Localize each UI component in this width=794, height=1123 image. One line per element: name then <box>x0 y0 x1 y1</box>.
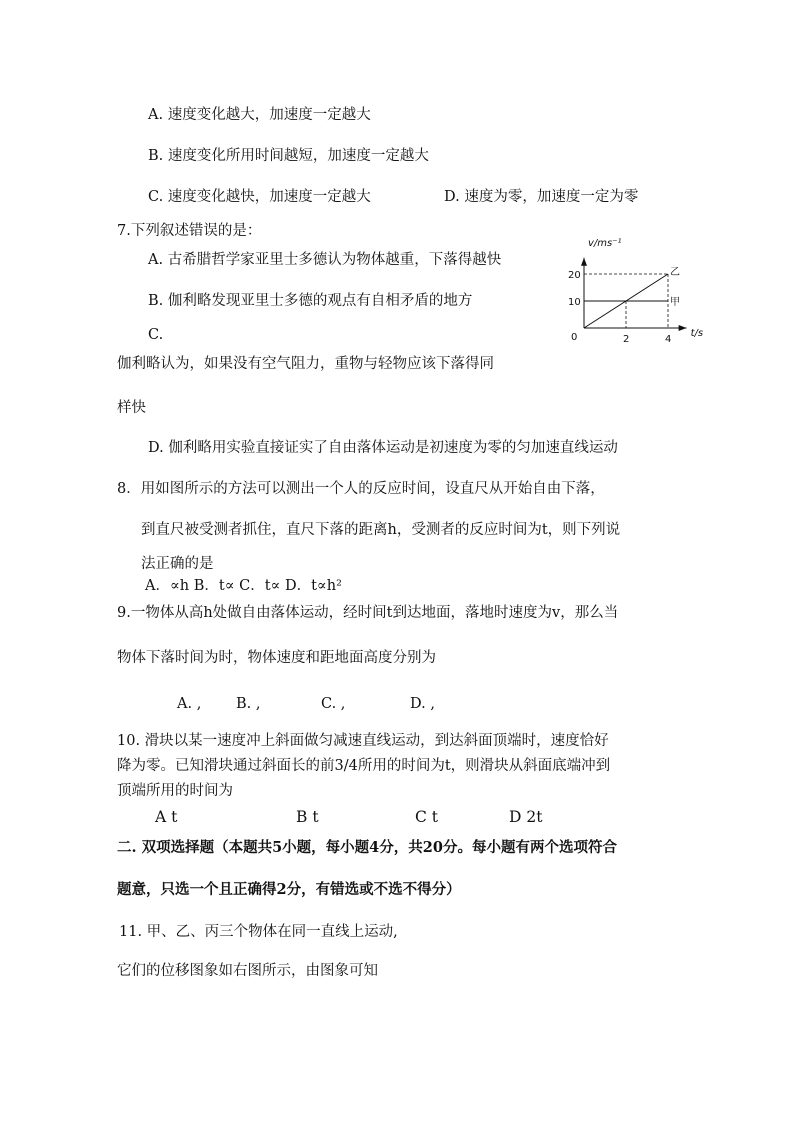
y-axis-label: v/ms⁻¹ <box>588 238 622 249</box>
velocity-time-graph <box>556 230 756 350</box>
chart-series <box>584 274 668 328</box>
section2-heading-line1: 二. 双项选择题（本题共5小题，每小题4分，共20分。每小题有两个选项符合 <box>117 839 617 856</box>
q10-option-a: A t <box>155 808 178 826</box>
q11-line2: 它们的位移图象如右图所示，由图象可知 <box>117 963 378 979</box>
q9-line2: 物体下落时间为时，物体速度和距地面高度分别为 <box>117 650 436 666</box>
q10-line1: 10. 滑块以某一速度冲上斜面做匀减速直线运动，到达斜面顶端时，速度恰好 <box>117 733 609 749</box>
q11-line1: 11. 甲、乙、丙三个物体在同一直线上运动, <box>119 924 398 940</box>
section2-heading-line2: 题意，只选一个且正确得2分，有错选或不选不得分） <box>117 881 461 898</box>
q8-options: A．∝h B．t∝ C．t∝ D．t∝h² <box>145 578 342 594</box>
q9-option-b: B. , <box>236 696 261 712</box>
q9-option-a: A. , <box>177 696 202 712</box>
series-label-0: 乙 <box>670 267 680 278</box>
q10-option-b: B t <box>296 808 319 826</box>
q7-option-c-line2: 样快 <box>117 400 146 416</box>
q6-option-c: C. 速度变化越快，加速度一定越大 <box>148 189 371 205</box>
q7-option-c-line1: 伽利略认为，如果没有空气阻力，重物与轻物应该下落得同 <box>117 356 494 372</box>
q6-option-b: B. 速度变化所用时间越短，加速度一定越大 <box>148 148 429 164</box>
series-label-1: 甲 <box>670 297 680 308</box>
q7-stem: 7.下列叙述错误的是： <box>117 223 262 239</box>
q8-line3: 法正确的是 <box>141 556 214 572</box>
q9-line1: 9.一物体从高h处做自由落体运动，经时间t到达地面，落地时速度为v，那么当 <box>117 605 619 621</box>
q10-option-d: D 2t <box>509 808 543 826</box>
x-tick-label-1: 4 <box>665 334 672 345</box>
x-tick-label-0: 2 <box>623 334 630 345</box>
q7-option-d: D. 伽利略用实验直接证实了自由落体运动是初速度为零的匀加速直线运动 <box>148 440 618 456</box>
q8-line1: 8．用如图所示的方法可以测出一个人的反应时间，设直尺从开始自由下落， <box>117 481 605 497</box>
q7-option-b: B. 伽利略发现亚里士多德的观点有自相矛盾的地方 <box>148 293 473 309</box>
q10-line2: 降为零。已知滑块通过斜面长的前3/4所用的时间为t，则滑块从斜面底端冲到 <box>117 758 611 774</box>
x-axis-arrow <box>679 325 687 331</box>
q8-line2: 到直尺被受测者抓住，直尺下落的距离h，受测者的反应时间为t，则下列说 <box>141 522 621 538</box>
q7-option-c-label: C. <box>148 327 164 343</box>
q6-option-d: D. 速度为零，加速度一定为零 <box>444 189 639 205</box>
q9-option-d: D. , <box>410 696 435 712</box>
y-tick-label-1: 20 <box>568 270 581 281</box>
q10-line3: 顶端所用的时间为 <box>117 783 233 799</box>
q9-option-c: C. , <box>321 696 346 712</box>
y-axis-arrow <box>581 258 587 266</box>
y-tick-label-0: 10 <box>568 297 581 308</box>
x-axis-label: t/s <box>690 328 704 339</box>
origin-label: 0 <box>571 332 578 343</box>
q7-option-a: A. 古希腊哲学家亚里士多德认为物体越重，下落得越快 <box>148 252 502 268</box>
q10-option-c: C t <box>415 808 439 826</box>
q6-option-a: A. 速度变化越大，加速度一定越大 <box>148 107 371 123</box>
